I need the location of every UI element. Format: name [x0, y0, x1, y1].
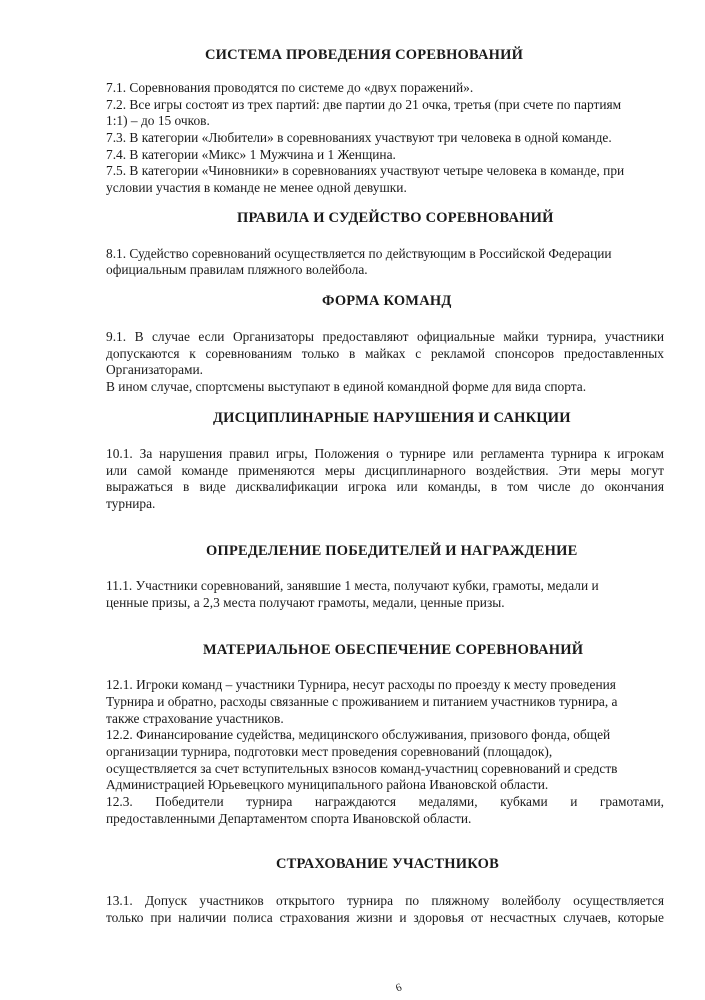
paragraph-line: 12.2. Финансирование судейства, медицинского обслуживания, призового фонда, общей: [106, 727, 611, 742]
paragraph-line: 7.2. Все игры состоят из трех партий: две партии до 21 очка, третья (при счете по партиям: [106, 97, 622, 112]
paragraph-line: турнира.: [106, 496, 156, 511]
paragraph-line: 7.5. В категории «Чиновники» в соревнованиях участвуют четыре человека в команде, при: [106, 163, 625, 178]
paragraph-line: условии участия в команде не менее одной девушки.: [106, 180, 407, 195]
paragraph-line: 12.3. Победители турнира награждаются медалями, кубками и грамотами,: [106, 794, 664, 809]
paragraph-line: 8.1. Судейство соревнований осуществляется по действующим в Российской Федерации: [106, 246, 612, 261]
paragraph-line: ценные призы, а 2,3 места получают грамоты, медали, ценные призы.: [106, 595, 505, 610]
paragraph-line: официальным правилам пляжного волейбола.: [106, 262, 368, 277]
section-9-heading: ФОРМА КОМАНД: [322, 293, 452, 309]
paragraph-line: 7.1. Соревнования проводятся по системе до «двух поражений».: [106, 80, 474, 95]
paragraph-line: 1:1) – до 15 очков.: [106, 113, 210, 128]
paragraph-line: 7.4. В категории «Микс» 1 Мужчина и 1 Женщина.: [106, 147, 396, 162]
paragraph-line: только при наличии полиса страхования жизни и здоровья от несчастных случаев, которые: [106, 910, 664, 925]
paragraph-line: 10.1. За нарушения правил игры, Положения о турнире или регламента турнира к игрокам: [106, 446, 664, 461]
page-number: 6: [394, 981, 404, 995]
paragraph-line: 7.3. В категории «Любители» в соревнованиях участвуют три человека в одной команде.: [106, 130, 612, 145]
paragraph-line: Администрацией Юрьевецкого муниципального района Ивановской области.: [106, 777, 549, 792]
paragraph-line: 13.1. Допуск участников открытого турнира по пляжному волейболу осуществляется: [106, 893, 664, 908]
section-11-heading: ОПРЕДЕЛЕНИЕ ПОБЕДИТЕЛЕЙ И НАГРАЖДЕНИЕ: [206, 543, 578, 559]
paragraph-line: предоставленными Департаментом спорта Ивановской области.: [106, 811, 472, 826]
paragraph-line: или самой команде применяются меры дисциплинарного воздействия. Эти меры могут: [106, 463, 664, 478]
section-8-heading: ПРАВИЛА И СУДЕЙСТВО СОРЕВНОВАНИЙ: [237, 210, 554, 226]
paragraph-line: Организаторами.: [106, 362, 204, 377]
paragraph-line: также страхование участников.: [106, 711, 284, 726]
section-13-heading: СТРАХОВАНИЕ УЧАСТНИКОВ: [276, 856, 499, 872]
paragraph-line: 12.1. Игроки команд – участники Турнира, несут расходы по проезду к месту проведения: [106, 677, 616, 692]
paragraph-line: выражаться в виде дисквалификации игрока или команды, в том числе до окончания: [106, 479, 664, 494]
section-10-heading: ДИСЦИПЛИНАРНЫЕ НАРУШЕНИЯ И САНКЦИИ: [213, 410, 571, 426]
section-12-heading: МАТЕРИАЛЬНОЕ ОБЕСПЕЧЕНИЕ СОРЕВНОВАНИЙ: [203, 642, 584, 658]
paragraph-line: допускаются к соревнованиям только в майках с рекламой спонсоров предоставленных: [106, 346, 664, 361]
paragraph-line: осуществляется за счет вступительных взносов команд-участниц соревнований и средств: [106, 761, 618, 776]
paragraph-line: 9.1. В случае если Организаторы предоставляют официальные майки турнира, участники: [106, 329, 664, 344]
paragraph-line: В ином случае, спортсмены выступают в единой командной форме для вида спорта.: [106, 379, 587, 394]
paragraph-line: Турнира и обратно, расходы связанные с проживанием и питанием участников турнира, а: [106, 694, 618, 709]
section-7-heading: СИСТЕМА ПРОВЕДЕНИЯ СОРЕВНОВАНИЙ: [205, 47, 524, 63]
paragraph-line: организации турнира, подготовки мест проведения соревнований (площадок),: [106, 744, 553, 759]
paragraph-line: 11.1. Участники соревнований, занявшие 1 места, получают кубки, грамоты, медали и: [106, 578, 599, 593]
